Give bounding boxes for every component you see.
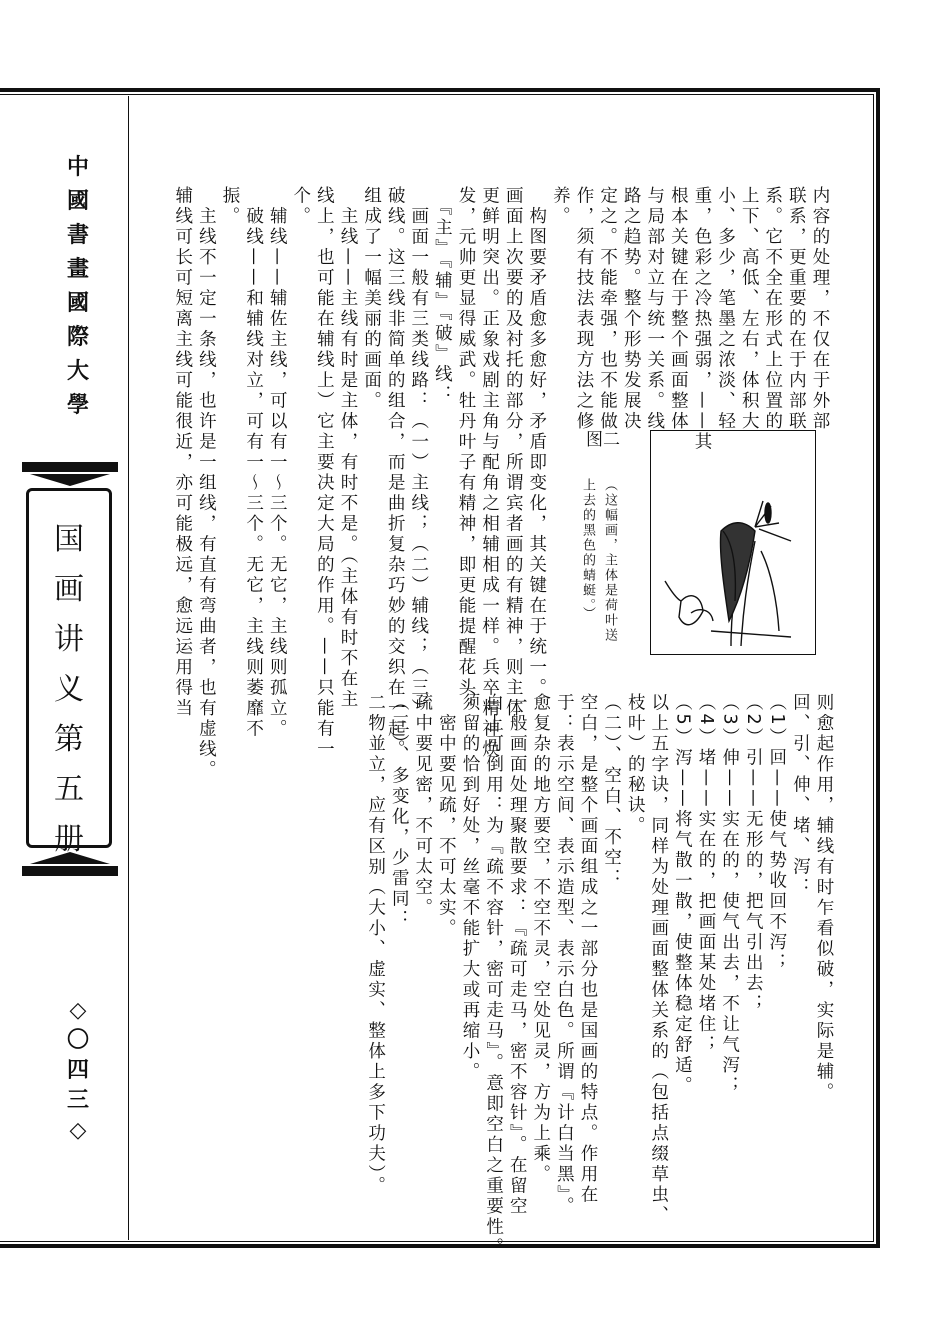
text-column: （4）堵——实在的，把画面某处堵住； bbox=[696, 693, 716, 1056]
text-column: 空白，是整个画面组成之一部分也是国画的特点。作用在 bbox=[578, 693, 598, 1206]
school-title-char: 中 bbox=[66, 154, 89, 180]
figure-label: 图二 bbox=[586, 430, 620, 450]
school-title-char: 大 bbox=[66, 358, 89, 384]
book-title-char: 义 bbox=[54, 672, 84, 707]
text-column: 振。 bbox=[220, 186, 240, 227]
text-column: 须留的恰到好处，丝毫不能扩大或再缩小。 bbox=[460, 693, 480, 1083]
school-title-char: 畫 bbox=[66, 256, 89, 282]
ornament-bar-top bbox=[22, 462, 118, 472]
text-column: 线上，也可能在辅线上）它主要决定大局的作用。——只能有一 bbox=[314, 186, 335, 760]
text-column: 密中要见疏，不可太实。 bbox=[436, 693, 457, 939]
text-column: 辅线可长可短离主线可能很近，亦可能极远，愈远运用得当 bbox=[172, 186, 193, 719]
text-column: 破线——和辅线对立，可有一～三个。无它，主线则萎靡不 bbox=[243, 186, 264, 740]
text-column: 上下、高低、左右，体积大 bbox=[739, 186, 760, 432]
text-column: 以上五字诀，同样为处理画面整体关系的（包括点缀草虫、 bbox=[648, 693, 669, 1226]
school-title-char: 書 bbox=[66, 222, 89, 248]
text-column: 于：表示空间、表示造型、表示白色。所谓『计白当黑』。 bbox=[554, 693, 575, 1218]
text-column: 内容的处理，不仅在于外部 bbox=[810, 186, 830, 432]
page-number-char: ◇ bbox=[69, 1117, 87, 1143]
text-column: 联系，更重要的在于内部联 bbox=[786, 186, 807, 432]
text-column: 『主』『辅』『破』线： bbox=[432, 186, 453, 406]
page-number-char: 〇 bbox=[66, 1027, 89, 1053]
book-title bbox=[26, 515, 112, 865]
school-title-char: 際 bbox=[66, 324, 89, 350]
ornament-chevron-bottom bbox=[30, 852, 110, 864]
text-column: 主线——主线有时是主体，有时不是。（主体有时不在主 bbox=[338, 186, 358, 711]
text-column: 回、引、伸、堵、泻： bbox=[790, 693, 811, 898]
school-title-char: 學 bbox=[66, 392, 89, 418]
text-column: 辅线——辅佐主线，可以有一～三个。无它，主线则孤立。 bbox=[267, 186, 288, 740]
text-column: 作，须有技法表现方法之修 bbox=[574, 186, 594, 432]
page-number-char: 四 bbox=[66, 1057, 89, 1083]
book-title-char: 五 bbox=[54, 772, 84, 807]
book-title-char: 画 bbox=[54, 572, 84, 607]
page-number bbox=[58, 995, 98, 1145]
book-title-char: 讲 bbox=[54, 622, 84, 657]
book-title-char: 第 bbox=[54, 722, 84, 757]
school-title bbox=[58, 150, 98, 422]
ornament-chevron-top bbox=[30, 474, 110, 486]
text-column: 破线。这三线非简单的组合，而是曲折复杂巧妙的交织在一起。 bbox=[385, 186, 406, 760]
text-column: 路之趋势。整个形势发展决 bbox=[621, 186, 642, 432]
text-column: （3）伸——实在的，使气出去，不让气泻； bbox=[719, 693, 740, 1097]
school-title-char: 國 bbox=[66, 290, 89, 316]
ornament-bar-bottom bbox=[22, 866, 118, 876]
page-number-char: ◇ bbox=[69, 997, 87, 1023]
page-number-char: 三 bbox=[66, 1087, 89, 1113]
text-column: 画面上次要的及衬托的部分，所谓宾者画的有精神，则主体 bbox=[503, 186, 524, 719]
figure-caption-line: （这幅画，主体是荷叶送 bbox=[602, 478, 617, 643]
text-column: 疏中要见密，不可太空。 bbox=[412, 693, 433, 919]
figure-caption-line: 上去的黑色的蜻蜓。） bbox=[580, 478, 595, 622]
text-column: 愈复杂的地方要空，不空不灵，空处见灵，方为上乘。 bbox=[530, 693, 551, 1185]
text-column: （5）泻——将气散一散，使整体稳定舒适。 bbox=[672, 693, 693, 1097]
dragonfly-lotus-illustration bbox=[651, 431, 815, 654]
text-column: 系。它不全在形式上位置的 bbox=[762, 186, 783, 432]
text-column: （2）引——无形的，把气引出去； bbox=[743, 693, 764, 1015]
text-column: 发，元帅更显得威武。牡丹叶子有精神，即更能提醒花头。 bbox=[456, 186, 476, 719]
book-title-char: 国 bbox=[54, 522, 84, 557]
text-column: 则愈起作用，辅线有时乍看似破，实际是辅。 bbox=[814, 693, 834, 1103]
text-column: 二物並立，应有区别（大小、虚实、整体上多下功夫）。 bbox=[365, 693, 386, 1197]
text-column: 根本关键在于整个画面整体 bbox=[668, 186, 689, 432]
text-column: 个。 bbox=[290, 186, 311, 227]
school-title-char: 國 bbox=[66, 188, 89, 214]
book-title-char: 册 bbox=[54, 822, 84, 857]
text-column: 重，色彩之冷热强弱，——其 bbox=[692, 186, 712, 453]
text-column: 枝叶）的秘诀。 bbox=[625, 693, 646, 837]
text-column: 组成了一幅美丽的画面。 bbox=[361, 186, 382, 412]
text-column: （三）、多变化，少雷同： bbox=[389, 693, 410, 931]
text-column: （1）回——使气势收回不泻； bbox=[766, 693, 787, 974]
spine-divider bbox=[128, 96, 129, 1240]
text-column: 更鲜明突出。正象戏剧主角与配角之相辅相成一样。兵卒精神焕 bbox=[479, 186, 500, 760]
text-column: 一般画面处理聚散要求：『疏可走马，密不容针』。在留空 bbox=[507, 693, 528, 1218]
text-column: 画面一般有三类线路：（一）主线；（二）辅线；（三） bbox=[408, 186, 429, 719]
text-column: 养。 bbox=[550, 186, 571, 227]
text-column: 白上可倒用：为『疏不容针，密可走马』。意即空白之重要性。 bbox=[483, 693, 504, 1259]
text-column: 与局部对立与统一关系。线 bbox=[644, 186, 665, 432]
text-column: （二）、空白、不空： bbox=[601, 693, 622, 890]
text-column: 定之。不能牵强，也不能做 bbox=[597, 186, 618, 432]
text-column: 小、多少，笔墨之浓淡、轻 bbox=[715, 186, 736, 432]
text-column: 主线不一定一条线，也许是一组线，有直有弯曲者，也有虚线。 bbox=[196, 186, 217, 781]
text-column: 构图要矛盾愈多愈好，矛盾即变化，其关键在于统一。 bbox=[526, 186, 547, 699]
figure-image bbox=[650, 430, 816, 655]
